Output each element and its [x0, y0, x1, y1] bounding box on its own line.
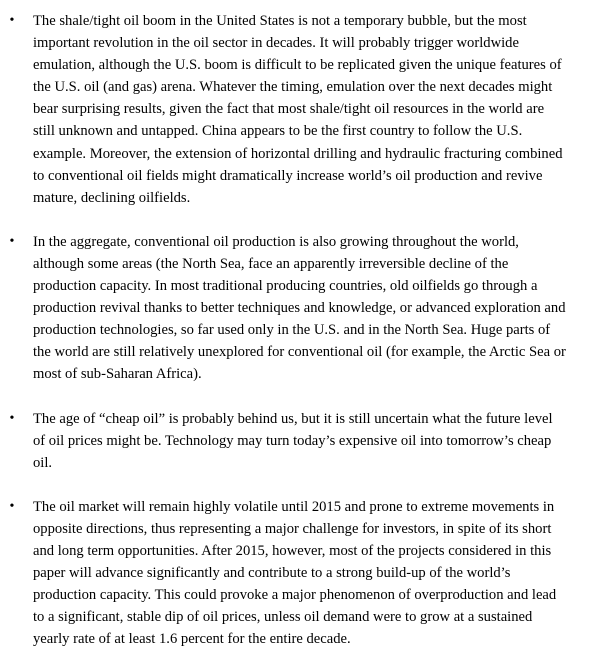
bullet-text: The shale/tight oil boom in the United States is not a temporary bubble, but the most important revolution in the oil sector in decades. It will probably trigger worldwide emulation, although the U.S. boom is difficult to be replicated given the unique features of the U.S. oil (and gas) arena. Whatever the timing, emulation over the next decades might bear surprising results, given the fact that most shale/tight oil resources in the world are still unknown and untapped. China appears to be the first country to follow the U.S. example. Moreover, the extension of horizontal drilling and hydraulic fracturing combined to conventional oil fields might dramatically increase world’s oil production and revive mature, declining oilfields.	[33, 13, 563, 206]
bullet-text: In the aggregate, conventional oil production is also growing throughout the world, although some areas (the North Sea, face an apparently irreversible decline of the production capacity. In most traditional producing countries, old oilfields go through a production revival thanks to better techniques and knowledge, or advanced exploration and production technologies, so far used only in the U.S. and in the North Sea. Huge parts of the world are still relatively unexplored for conventional oil (for example, the Arctic Sea or most of sub-Saharan Africa).	[33, 233, 566, 383]
bullet-text: The age of “cheap oil” is probably behind us, but it is still uncertain what the future level of oil prices might be. Technology may turn today’s expensive oil into tomorrow’s cheap oil.	[33, 410, 553, 471]
bullet-icon: •	[9, 233, 15, 249]
bullet-text: The oil market will remain highly volatile until 2015 and prone to extreme movements in opposite directions, thus representing a major challenge for investors, in spite of its short and long term opportunities. After 2015, however, most of the projects considered in this paper will advance significantly and contribute to a strong build-up of the world’s production capacity. This could provoke a major phenomenon of overproduction and lead to a significant, stable dip of oil prices, unless oil demand were to grow at a sustained yearly rate of at least 1.6 percent for the entire decade.	[33, 498, 557, 648]
bullet-icon: •	[9, 498, 15, 514]
bullet-icon: •	[9, 13, 15, 28]
bullet-item	[0, 496, 593, 650]
bullet-icon: •	[9, 410, 15, 426]
bullet-item	[0, 231, 593, 386]
bullet-item	[0, 10, 593, 209]
bullet-item	[0, 408, 593, 474]
bullet-list	[0, 10, 593, 650]
